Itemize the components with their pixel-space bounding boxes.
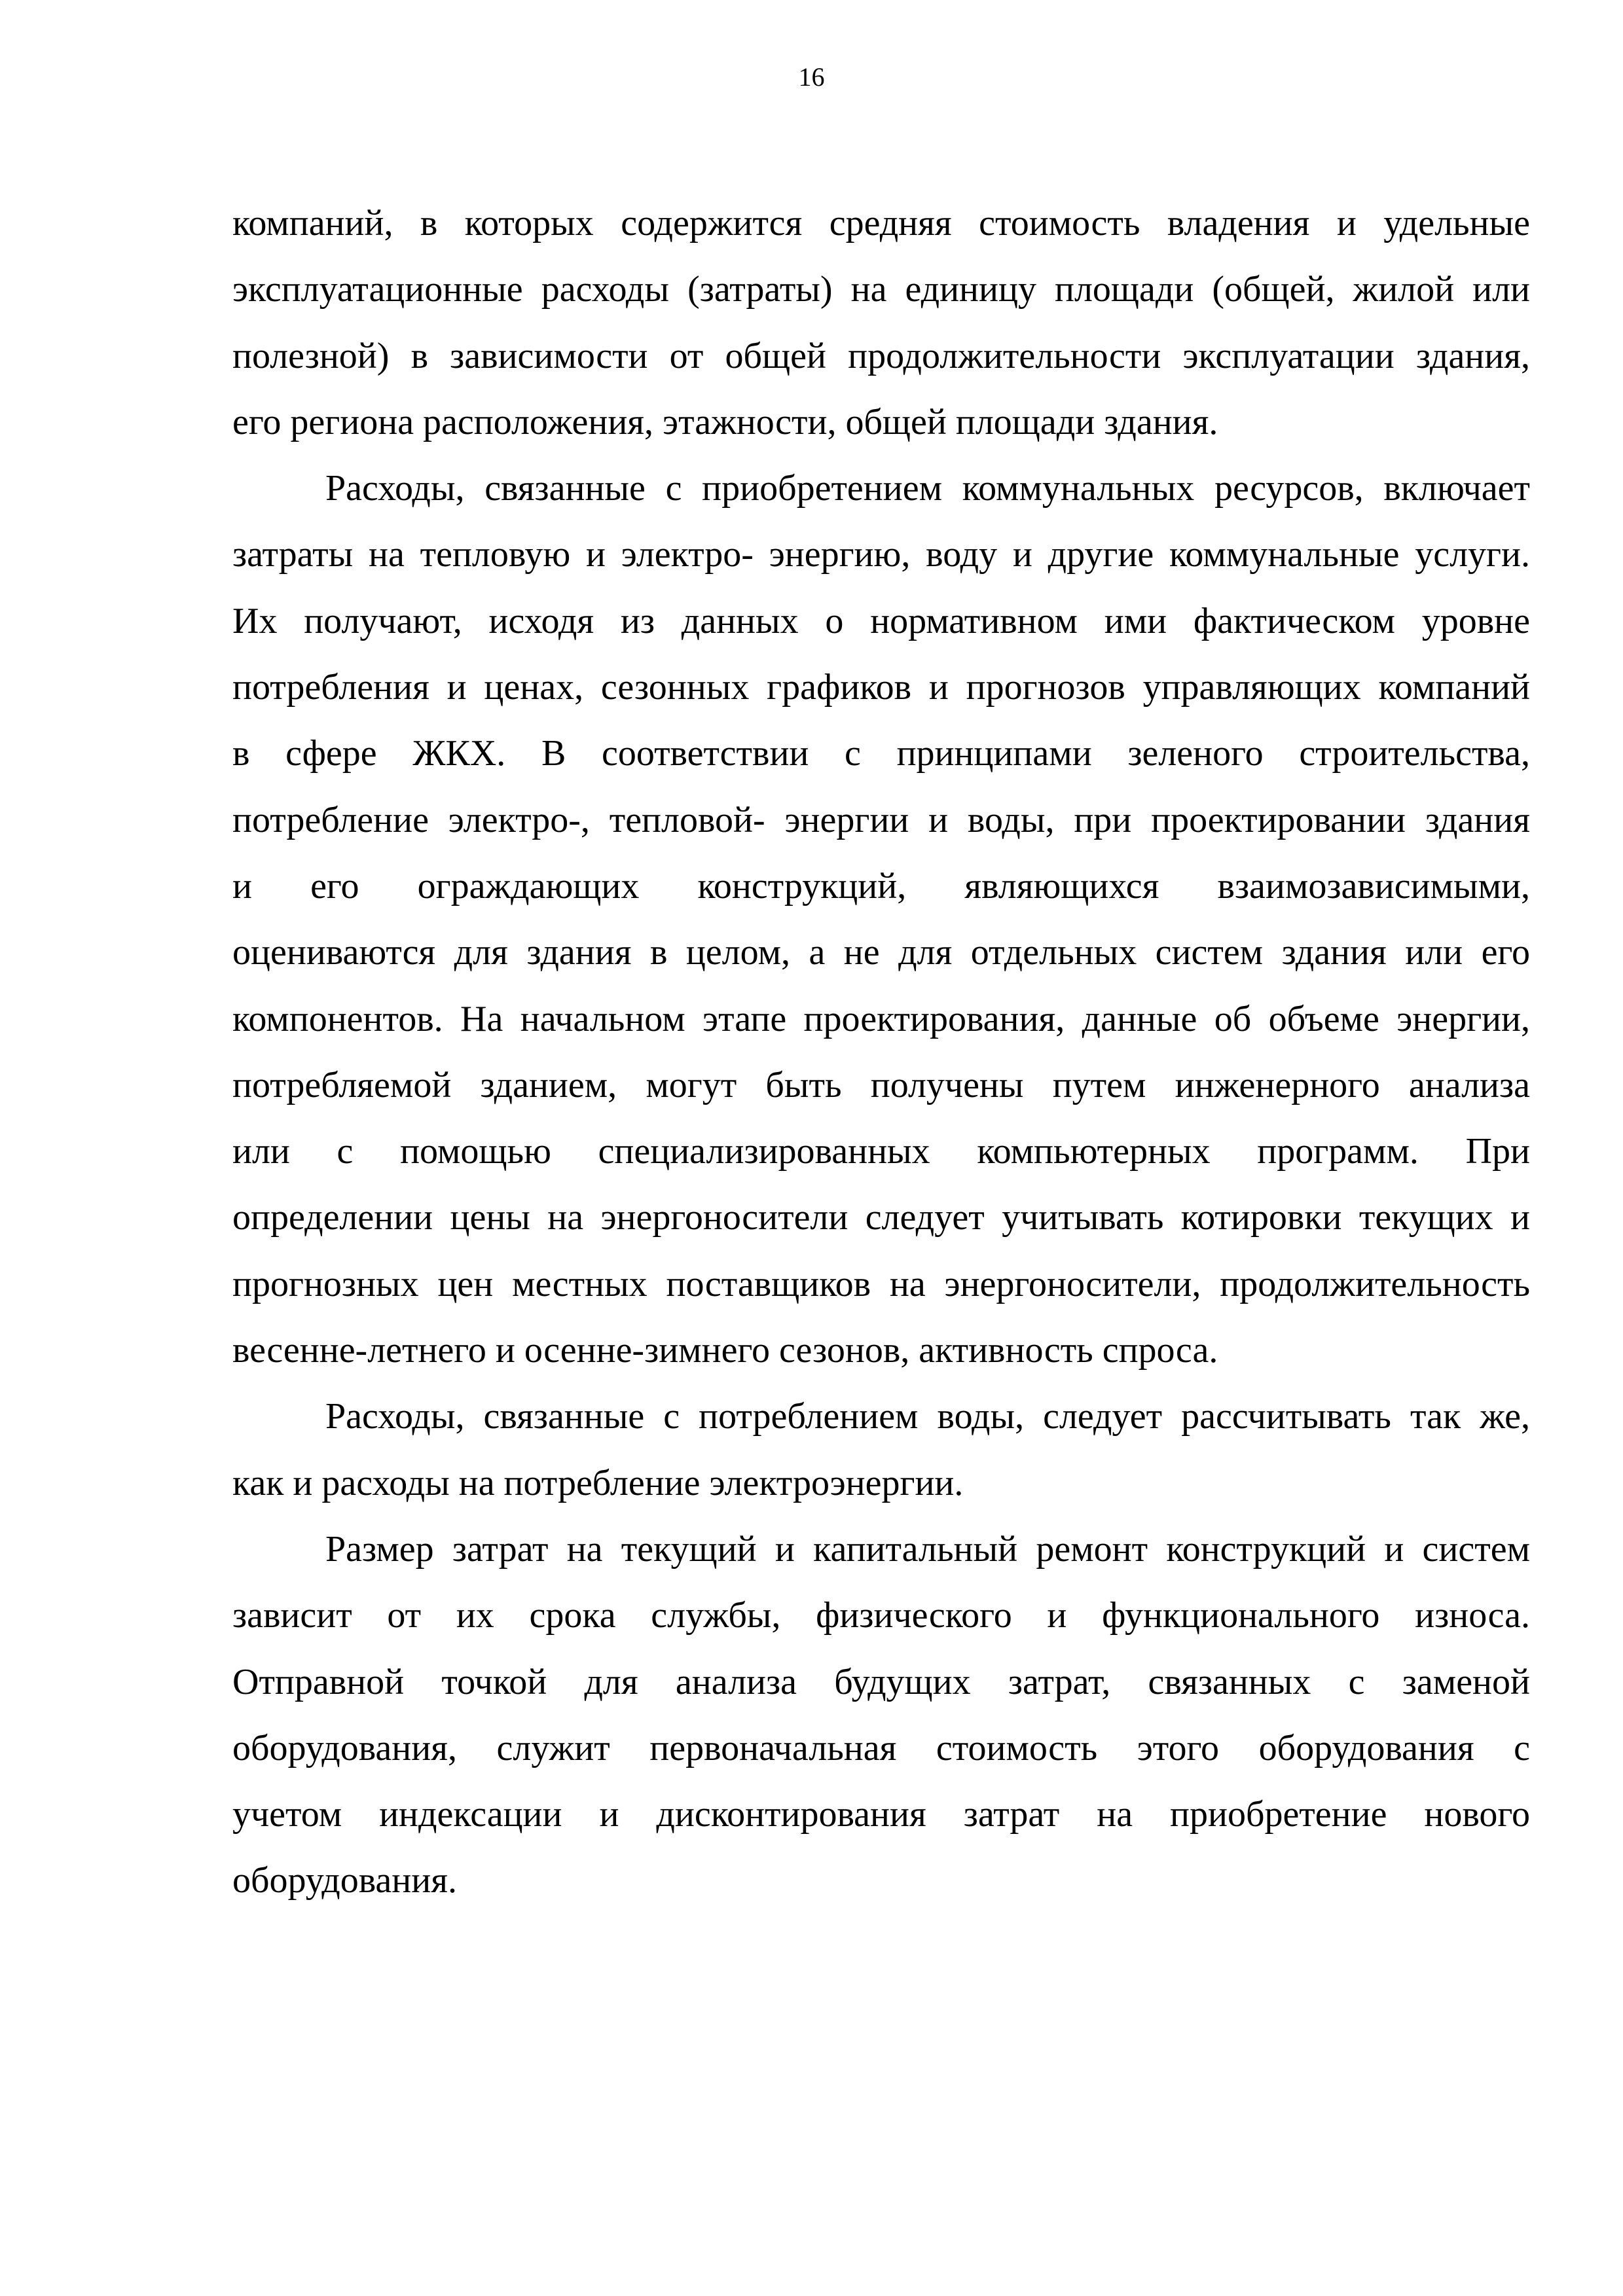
text-line: эксплуатационные расходы (затраты) на единицу площади (общей, жилой или: [232, 269, 1530, 310]
text-line: Размер затрат на текущий и капитальный ремонт конструкций и систем: [325, 1528, 1530, 1570]
text-line: потребления и ценах, сезонных графиков и прогнозов управляющих компаний: [232, 667, 1530, 708]
text-line: прогнозных цен местных поставщиков на энергоносители, продолжительность: [232, 1263, 1530, 1304]
page-number: 16: [798, 62, 825, 92]
text-line: потребляемой зданием, могут быть получены путем инженерного анализа: [232, 1064, 1530, 1105]
text-line: его региона расположения, этажности, общей площади здания.: [232, 401, 1218, 442]
text-line: полезной) в зависимости от общей продолжительности эксплуатации здания,: [232, 335, 1530, 376]
document-body: [232, 190, 1530, 1914]
text-line: оборудования, служит первоначальная стоимость этого оборудования с: [232, 1727, 1530, 1768]
text-line: оцениваются для здания в целом, а не для отдельных систем здания или его: [232, 932, 1530, 973]
text-line: весенне-летнего и осенне-зимнего сезонов, активность спроса.: [232, 1330, 1218, 1371]
text-line: Их получают, исходя из данных о нормативном ими фактическом уровне: [232, 600, 1530, 641]
text-line: или с помощью специализированных компьютерных программ. При: [232, 1131, 1530, 1172]
text-line: в сфере ЖКХ. В соответствии с принципами зеленого строительства,: [232, 733, 1530, 774]
text-line: определении цены на энергоносители следует учитывать котировки текущих и: [232, 1197, 1530, 1238]
text-line: оборудования.: [232, 1860, 457, 1901]
text-line: учетом индексации и дисконтирования затрат на приобретение нового: [232, 1794, 1530, 1835]
text-line: потребление электро-, тепловой- энергии и воды, при проектировании здания: [232, 799, 1530, 840]
text-line: Расходы, связанные с потреблением воды, следует рассчитывать так же,: [325, 1396, 1530, 1437]
text-line: зависит от их срока службы, физического и функционального износа.: [232, 1595, 1530, 1636]
text-line: компаний, в которых содержится средняя стоимость владения и удельные: [232, 203, 1530, 243]
text-line: Расходы, связанные с приобретением коммунальных ресурсов, включает: [325, 468, 1530, 509]
text-line: компонентов. На начальном этапе проектирования, данные об объеме энергии,: [232, 998, 1530, 1039]
text-line: как и расходы на потребление электроэнергии.: [232, 1462, 964, 1503]
text-line: затраты на тепловую и электро- энергию, воду и другие коммунальные услуги.: [232, 534, 1530, 575]
text-line: и его ограждающих конструкций, являющихся взаимозависимыми,: [232, 865, 1530, 906]
text-line: Отправной точкой для анализа будущих затрат, связанных с заменой: [232, 1661, 1530, 1702]
